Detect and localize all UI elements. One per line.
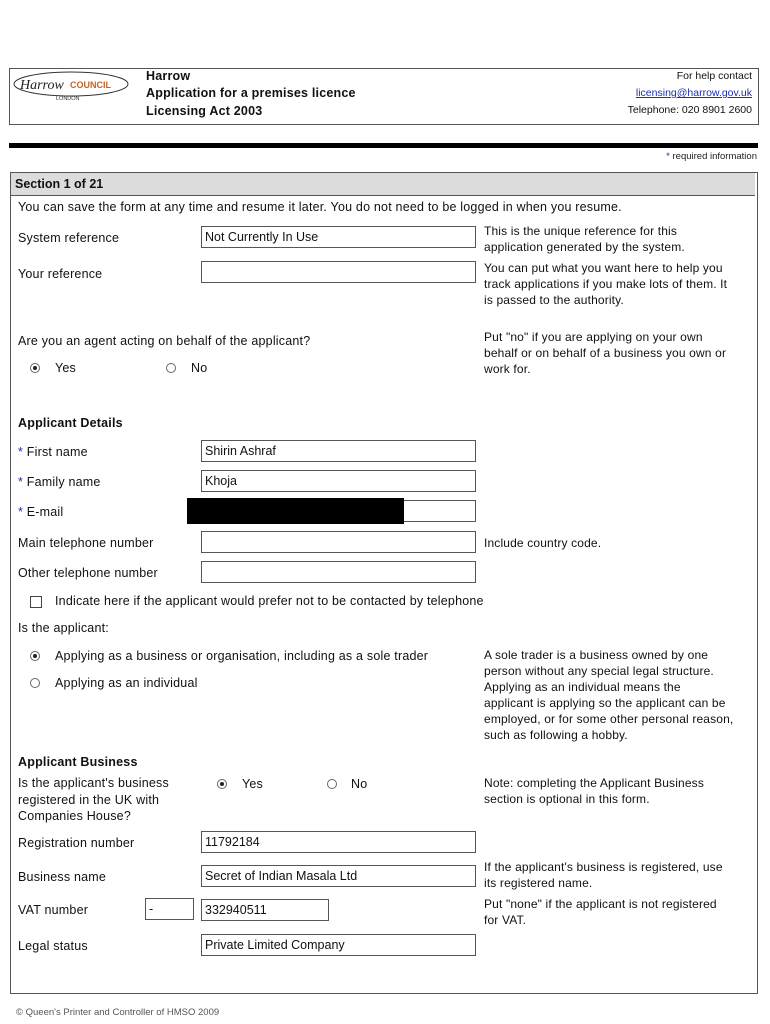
help-line: person without any special legal structure. xyxy=(484,664,714,678)
help-line: Put "no" if you are applying on your own xyxy=(484,330,703,344)
registered-no-label: No xyxy=(351,777,368,791)
help-line: work for. xyxy=(484,362,531,376)
required-star: * xyxy=(18,445,24,459)
help-line: applicant is applying so the applicant can be xyxy=(484,696,726,710)
applicant-individual-label: Applying as an individual xyxy=(55,676,198,690)
no-phone-contact-label: Indicate here if the applicant would prefer not to be contacted by telephone xyxy=(55,594,484,608)
help-label: For help contact xyxy=(676,70,752,82)
act-title: Licensing Act 2003 xyxy=(146,104,263,118)
section-title: Section 1 of 21 xyxy=(11,173,755,196)
registered-yes-label: Yes xyxy=(242,777,263,791)
help-line: A sole trader is a business owned by one xyxy=(484,648,709,662)
help-line: track applications if you make lots of them. It xyxy=(484,277,728,291)
business-note xyxy=(484,775,704,807)
family-name-label-text: Family name xyxy=(26,475,101,489)
required-star: * xyxy=(666,151,670,162)
agent-help xyxy=(484,329,726,377)
required-note-text: required information xyxy=(672,151,757,162)
help-line: Note: completing the Applicant Business xyxy=(484,776,704,790)
business-name-help xyxy=(484,859,723,891)
question-line: Companies House? xyxy=(18,809,131,823)
help-line: You can put what you want here to help you xyxy=(484,261,723,275)
vat-prefix-input[interactable]: - xyxy=(145,898,194,920)
question-line: registered in the UK with xyxy=(18,792,160,807)
main-phone-label: Main telephone number xyxy=(18,536,154,550)
system-reference-help xyxy=(484,223,685,255)
registration-number-input[interactable]: 11792184 xyxy=(201,831,476,853)
no-phone-contact-checkbox[interactable] xyxy=(30,596,42,608)
help-line: This is the unique reference for this xyxy=(484,224,677,238)
first-name-label-text: First name xyxy=(26,445,88,459)
required-star: * xyxy=(18,505,24,519)
applicant-business-heading: Applicant Business xyxy=(18,755,138,769)
help-line: section is optional in this form. xyxy=(484,792,650,806)
vat-number-label: VAT number xyxy=(18,903,89,917)
business-name-label: Business name xyxy=(18,870,107,884)
applicant-type-question: Is the applicant: xyxy=(18,621,109,635)
help-line: such as following a hobby. xyxy=(484,728,628,742)
email-label-text: E-mail xyxy=(26,505,64,519)
your-reference-label: Your reference xyxy=(18,267,103,281)
vat-number-input[interactable]: 332940511 xyxy=(201,899,329,921)
registered-yes-radio[interactable] xyxy=(217,779,227,789)
main-phone-help: Include country code. xyxy=(484,536,602,550)
other-phone-input[interactable] xyxy=(201,561,476,583)
applicant-business-label: Applying as a business or organisation, including as a sole trader xyxy=(55,649,429,663)
svg-text:Harrow: Harrow xyxy=(20,78,64,93)
help-line: is passed to the authority. xyxy=(484,293,624,307)
legal-status-label: Legal status xyxy=(18,939,88,953)
help-line: If the applicant's business is registered, use xyxy=(484,860,723,874)
agent-question: Are you an agent acting on behalf of the applicant? xyxy=(18,334,311,348)
business-registered-question xyxy=(18,775,169,825)
agent-no-label: No xyxy=(191,361,208,375)
help-email-wrap xyxy=(636,87,752,99)
system-reference-label: System reference xyxy=(18,231,120,245)
main-phone-input[interactable] xyxy=(201,531,476,553)
applicant-individual-radio[interactable] xyxy=(30,678,40,688)
redaction-block xyxy=(187,498,404,524)
divider-rule xyxy=(9,143,758,148)
your-reference-input[interactable] xyxy=(201,261,476,283)
your-reference-help xyxy=(484,260,727,308)
applicant-type-help xyxy=(484,647,733,743)
help-line: Applying as an individual means the xyxy=(484,680,681,694)
legal-status-field[interactable]: Private Limited Company xyxy=(201,934,476,956)
email-label xyxy=(18,505,63,519)
help-line: employed, or for some other personal reason, xyxy=(484,712,734,726)
required-note xyxy=(666,151,757,162)
first-name-input[interactable]: Shirin Ashraf xyxy=(201,440,476,462)
system-reference-field[interactable]: Not Currently In Use xyxy=(201,226,476,248)
help-line: behalf or on behalf of a business you own or xyxy=(484,346,727,360)
help-line: its registered name. xyxy=(484,876,593,890)
other-phone-label: Other telephone number xyxy=(18,566,158,580)
council-name: Harrow xyxy=(146,69,191,83)
copyright-footer: © Queen's Printer and Controller of HMSO 2009 xyxy=(16,1007,220,1018)
form-title: Application for a premises licence xyxy=(146,86,356,100)
agent-no-radio[interactable] xyxy=(166,363,176,373)
help-email-link[interactable]: licensing@harrow.gov.uk xyxy=(635,87,752,99)
vat-help xyxy=(484,896,717,928)
agent-yes-radio[interactable] xyxy=(30,363,40,373)
family-name-label xyxy=(18,475,101,489)
svg-text:LONDON: LONDON xyxy=(56,96,80,102)
registration-number-label: Registration number xyxy=(18,836,135,850)
registered-no-radio[interactable] xyxy=(327,779,337,789)
council-logo xyxy=(12,70,130,102)
help-telephone: Telephone: 020 8901 2600 xyxy=(627,104,752,116)
agent-yes-label: Yes xyxy=(55,361,76,375)
applicant-business-radio[interactable] xyxy=(30,651,40,661)
family-name-input[interactable]: Khoja xyxy=(201,470,476,492)
first-name-label xyxy=(18,445,88,459)
applicant-details-heading: Applicant Details xyxy=(18,416,123,430)
help-line: Put "none" if the applicant is not registered xyxy=(484,897,717,911)
svg-text:COUNCIL: COUNCIL xyxy=(70,80,111,90)
required-star: * xyxy=(18,475,24,489)
question-line: Is the applicant's business xyxy=(18,776,169,790)
business-name-input[interactable]: Secret of Indian Masala Ltd xyxy=(201,865,476,887)
help-line: for VAT. xyxy=(484,913,527,927)
help-line: application generated by the system. xyxy=(484,240,685,254)
section-intro: You can save the form at any time and resume it later. You do not need to be logged in when you resume. xyxy=(18,200,622,214)
